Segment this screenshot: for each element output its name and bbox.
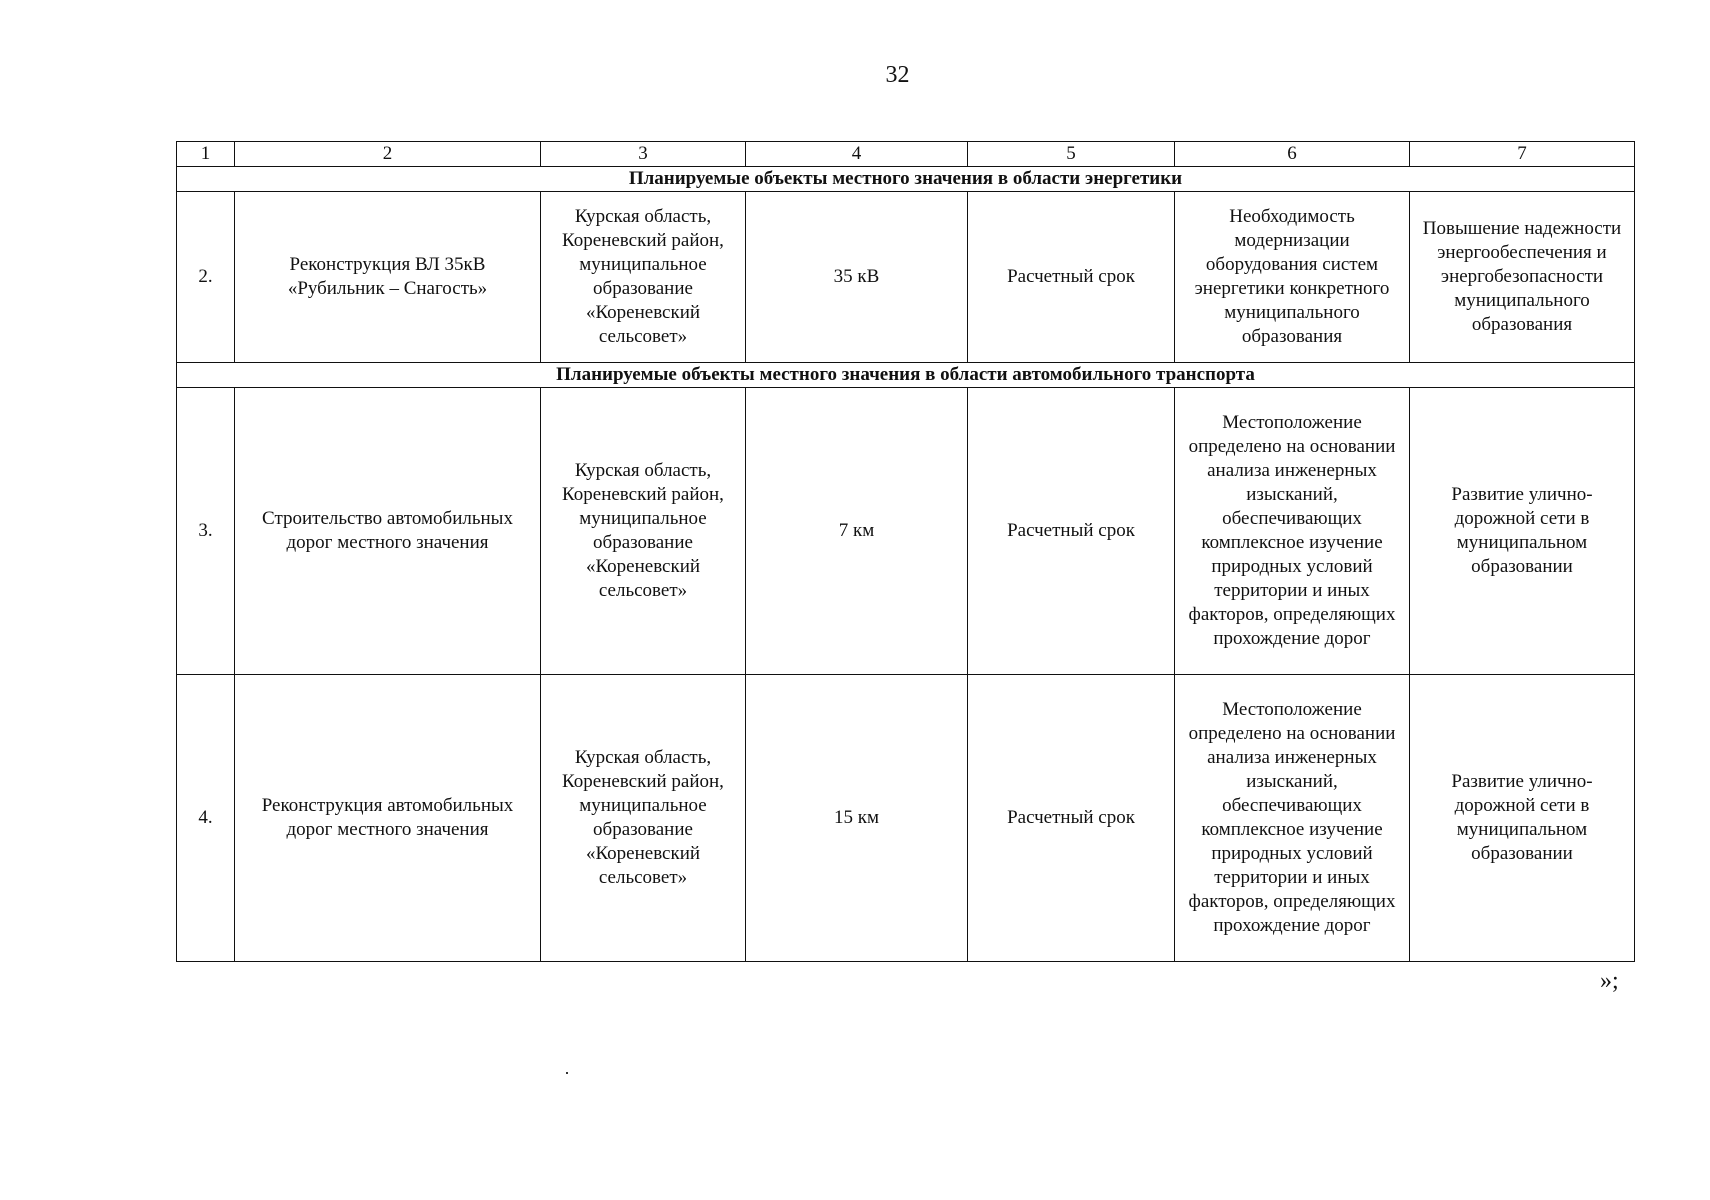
term-cell: Расчетный срок [968, 675, 1175, 962]
column-number: 3 [541, 142, 746, 167]
term-cell: Расчетный срок [968, 192, 1175, 363]
column-number: 6 [1175, 142, 1410, 167]
closing-quote-mark: »; [1600, 968, 1619, 994]
justification-cell: Необходимость модернизации оборудования систем энергетики конкретного муниципального образования [1175, 192, 1410, 363]
column-number: 2 [235, 142, 541, 167]
goal-cell: Повышение надежности энергообеспечения и энергобезопасности муниципального образования [1410, 192, 1635, 363]
location-cell: Курская область, Кореневский район, муниципальное образование «Кореневский сельсовет» [541, 388, 746, 675]
table-row [177, 675, 1635, 962]
section-title-transport: Планируемые объекты местного значения в области автомобильного транспорта [177, 363, 1635, 388]
capacity-cell: 7 км [746, 388, 968, 675]
object-name-cell: Строительство автомобильных дорог местного значения [235, 388, 541, 675]
column-number: 5 [968, 142, 1175, 167]
location-cell: Курская область, Кореневский район, муниципальное образование «Кореневский сельсовет» [541, 192, 746, 363]
row-number: 3. [177, 388, 235, 675]
goal-cell: Развитие улично-дорожной сети в муниципальном образовании [1410, 388, 1635, 675]
row-number: 4. [177, 675, 235, 962]
justification-cell: Местоположение определено на основании анализа инженерных изысканий, обеспечивающих комплексное изучение природных условий территории и иных факторов, определяющих прохождение дорог [1175, 675, 1410, 962]
table-row [177, 388, 1635, 675]
location-cell: Курская область, Кореневский район, муниципальное образование «Кореневский сельсовет» [541, 675, 746, 962]
goal-cell: Развитие улично-дорожной сети в муниципальном образовании [1410, 675, 1635, 962]
scan-speck [566, 1072, 568, 1074]
column-number: 1 [177, 142, 235, 167]
column-number: 7 [1410, 142, 1635, 167]
object-name-cell: Реконструкция ВЛ 35кВ «Рубильник – Снагость» [235, 192, 541, 363]
column-number: 4 [746, 142, 968, 167]
section-title-energy: Планируемые объекты местного значения в области энергетики [177, 167, 1635, 192]
object-name-cell: Реконструкция автомобильных дорог местного значения [235, 675, 541, 962]
term-cell: Расчетный срок [968, 388, 1175, 675]
planned-objects-table [176, 141, 1635, 962]
justification-cell: Местоположение определено на основании анализа инженерных изысканий, обеспечивающих комплексное изучение природных условий территории и иных факторов, определяющих прохождение дорог [1175, 388, 1410, 675]
section-header-row [177, 167, 1635, 192]
row-number: 2. [177, 192, 235, 363]
section-header-row [177, 363, 1635, 388]
column-number-row [177, 142, 1635, 167]
capacity-cell: 35 кВ [746, 192, 968, 363]
capacity-cell: 15 км [746, 675, 968, 962]
page-number: 32 [885, 62, 910, 88]
table-row [177, 192, 1635, 363]
